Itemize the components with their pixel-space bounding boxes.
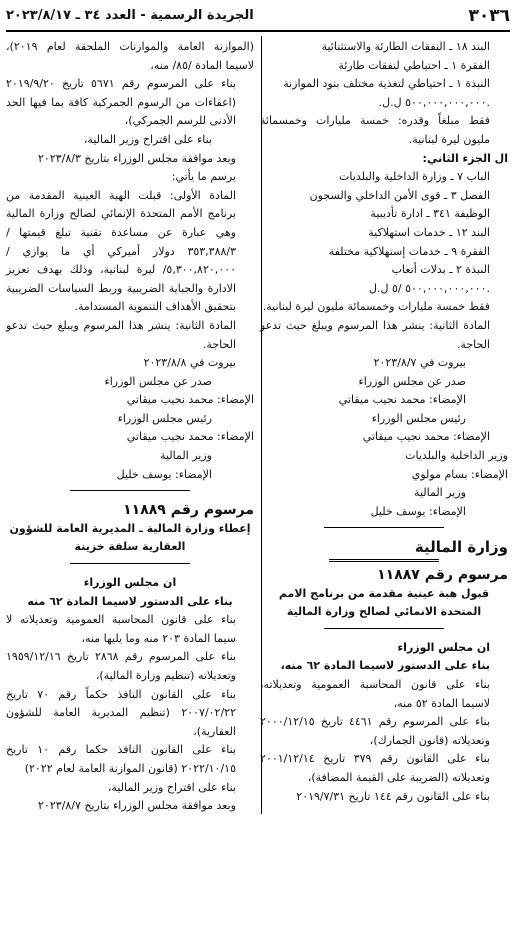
signature-line: رئيس مجلس الوزراء — [371, 411, 466, 425]
line: (الموازنة العامة والموازنات الملحقة لعام ٢٠١٩)، لاسيما المادة /٨٥/ منه، — [6, 40, 254, 72]
signature-line: رئيس مجلس الوزراء — [117, 411, 212, 425]
subheading: ال الجزء الثاني: — [422, 151, 508, 165]
article: المادة الثانية: ينشر هذا المرسوم ويبلغ حيث تدعو الحاجة. — [6, 318, 236, 351]
signature-line: الإمضاء: يوسف خليل — [370, 504, 466, 518]
amount: ٥٠٠,٠٠٠,٠٠٠,٠٠٠ /٥ ل.ل. — [369, 281, 490, 295]
page-number: ٣٠٣٦ — [468, 6, 510, 26]
signature-line: الإمضاء: محمد نجيب ميقاتي — [126, 393, 254, 407]
line: بناء على الدستور لاسيما المادة ٦٢ منه — [27, 594, 233, 608]
line: فقط خمسة مليارات وخمسمائة مليون ليرة لبنانية. — [262, 300, 490, 314]
council-heading: ان مجلس الوزراء — [397, 640, 490, 654]
line: بناء على المرسوم رقم ٤٤٦١ تاريخ ٢٠٠٠/١٢/١٥ وتعديلاته (قانون الجمارك)، — [260, 715, 490, 747]
line: بناء على القانون رقم ١٤٤ تاريخ ٢٠١٩/٧/٣١ — [296, 789, 490, 803]
date-line: بيروت في ٢٠٢٣/٨/٨ — [143, 356, 236, 370]
article: المادة الأولى: قبلت الهبة العينية المقدمة من برنامج الأمم المتحدة الإنمائي لصالح وزارة المالية وهي عبارة عن مساعدة تقنية تبلغ قيمتها /٣٥٣,٣٨٨/٣ دولار أميركي أي ما يوازي /٥,٣٠٠,٨٢٠,٠٠٠/ ليرة لبنانية، وذلك بهدف تعزيز الادارة والجباية الضريبية وربط السياسات الضريبية بتحقيق الأهداف التنموية المستدامة. — [6, 188, 236, 314]
line: وبعد موافقة مجلس الوزراء بتاريخ ٢٠٢٣/٨/٧ — [38, 799, 236, 813]
council-heading: ان مجلس الوزراء — [83, 576, 177, 590]
line: بناء على قانون المحاسبة العمومية وتعديلاته لا سيما المادة ٢٠٣ منه وما يليها منه، — [6, 613, 236, 645]
separator — [70, 490, 190, 491]
signature-line: وزير المالية — [414, 486, 466, 500]
decree-title: قبول هبة عينية مقدمة من برنامج الامم المتحدة الانمائي لصالح وزارة المالية — [278, 586, 490, 619]
amount: .٥٠٠,٠٠٠,٠٠٠,٠٠٠ ل.ل. — [378, 95, 490, 109]
line: فقط مبلغاً وقدره: خمسة مليارات وخمسمائة مليون ليرة لبنانية. — [260, 114, 490, 146]
signature-line: الإمضاء: محمد نجيب ميقاتي — [338, 393, 466, 407]
line: الباب ٧ ـ وزارة الداخلية والبلديات — [339, 170, 490, 184]
signature-line: الإمضاء: بسام مولوي — [411, 467, 508, 481]
decree-title: إعطاء وزارة المالية ـ المديرية العامة للشؤون العقارية سلفة خزينة — [9, 521, 251, 554]
header-rule — [6, 30, 510, 32]
line: البند ١٨ ـ النفقات الطارئة والاستثنائية — [321, 40, 490, 53]
date-line: بيروت في ٢٠٢٣/٨/٧ — [373, 356, 466, 370]
signature-line: الإمضاء: محمد نجيب ميقاتي — [362, 430, 490, 444]
separator — [329, 559, 439, 562]
left-column — [6, 38, 254, 816]
decree-number: مرسوم رقم ١١٨٨٩ — [123, 502, 254, 519]
signature-line: صدر عن مجلس الوزراء — [358, 374, 466, 388]
signature-line: وزير المالية — [160, 449, 212, 463]
line: الفقرة ١ ـ احتياطي لنفقات طارئة — [338, 58, 490, 72]
separator — [70, 563, 190, 564]
line: بناء على القانون النافذ حكما رقم ١٠ تاريخ ٢٠٢٢/١٠/١٥ (قانون الموازنة العامة لعام ٢٠٢٢) — [6, 743, 236, 775]
signature-line: وزير الداخلية والبلديات — [405, 449, 508, 463]
line: بناء على اقتراح وزير المالية، — [83, 132, 212, 146]
right-column — [260, 38, 508, 806]
line: بناء على اقتراح وزير المالية، — [107, 780, 236, 794]
line: النبذة ١ ـ احتياطي لتغذية مختلف بنود الموازنة — [283, 77, 490, 91]
line: بناء على القانون النافذ حكماً رقم ٧٠ تاريخ ٢٠٠٧/٠٢/٢٢ (تنظيم المديرية العامة للشؤون العقارية)، — [6, 687, 236, 738]
signature-line: الإمضاء: محمد نجيب ميقاتي — [126, 430, 254, 444]
line: بناء على القانون رقم ٣٧٩ تاريخ ٢٠٠١/١٢/١٤ وتعديلاته (الضريبة على القيمة المضافة)، — [260, 752, 490, 784]
line: الفقرة ٩ ـ خدمات إستهلاكية مختلفة — [328, 244, 490, 258]
decree-number: مرسوم رقم ١١٨٨٧ — [377, 567, 508, 584]
line: بناء على الدستور لاسيما المادة ٦٢ منه، — [280, 659, 490, 673]
signature-line: الإمضاء: يوسف خليل — [116, 467, 212, 481]
line: يرسم ما يأتي: — [171, 170, 236, 184]
gazette-issue: الجريدة الرسمية - العدد ٣٤ ـ ٢٠٢٣/٨/١٧ — [6, 8, 254, 23]
line: الفصل ٣ ـ قوى الأمن الداخلي والسجون — [309, 188, 490, 202]
line: البند ١٢ ـ خدمات استهلاكية — [368, 225, 490, 239]
line: الوظيفة ٣٤١ ـ ادارة تأديبية — [370, 207, 490, 221]
page-header — [6, 6, 510, 28]
separator — [324, 628, 444, 629]
signature-line: صدر عن مجلس الوزراء — [104, 374, 212, 388]
line: النبذة ٢ ـ بدلات أتعاب — [391, 263, 490, 277]
line: بناء على المرسوم رقم ٢٨٦٨ تاريخ ١٩٥٩/١٢/١٦ وتعديلاته (تنظيم وزارة المالية)، — [6, 650, 236, 682]
article: المادة الثانية: ينشر هذا المرسوم ويبلغ حيث تدعو الحاجة. — [260, 318, 490, 351]
separator — [324, 527, 444, 528]
line: وبعد موافقة مجلس الوزراء بتاريخ ٢٠٢٣/٨/٣ — [38, 151, 236, 165]
line: بناء على قانون المحاسبة العمومية وتعديلاته، لاسيما المادة ٥٢ منه، — [260, 678, 490, 710]
section-title: وزارة المالية — [414, 538, 508, 557]
line: بناء على المرسوم رقم ٥٦٧١ تاريخ ٢٠١٩/٩/٢٠ (اعفاءات من الرسوم الجمركية كافة بما فيها الحد الأدنى للرسم الجمركي)، — [6, 77, 236, 128]
